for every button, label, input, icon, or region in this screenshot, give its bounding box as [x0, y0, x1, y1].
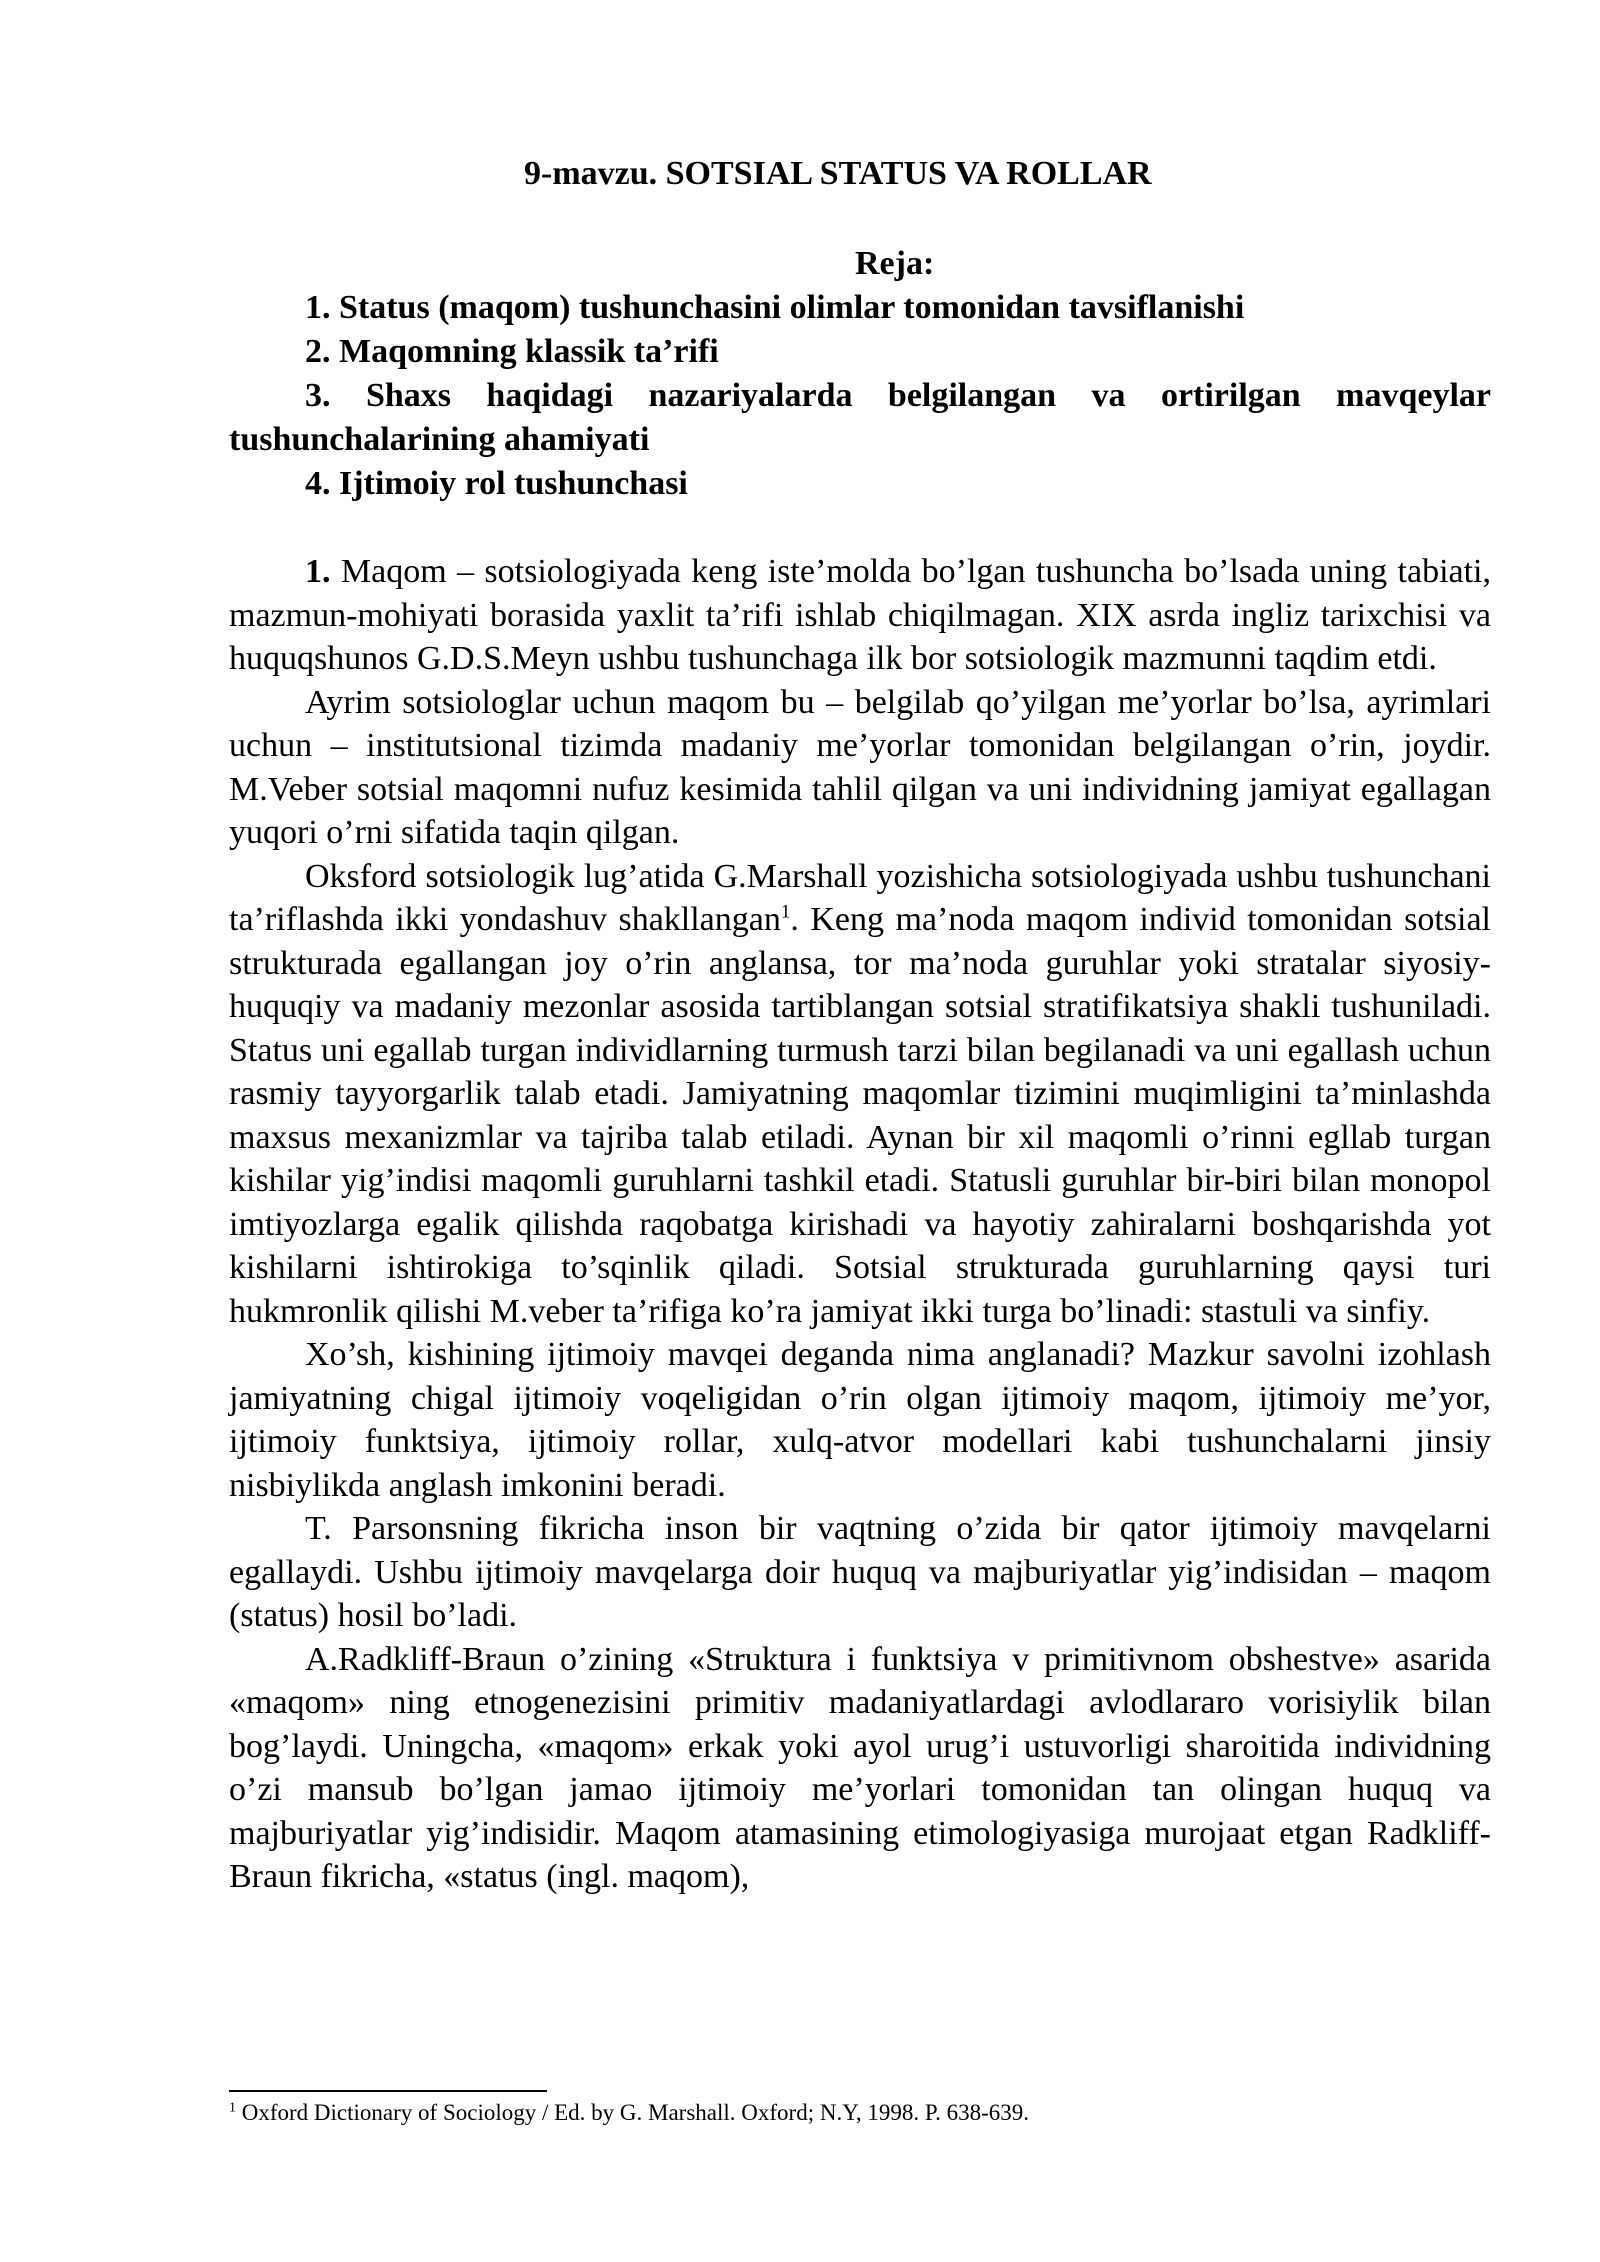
footnote-divider — [229, 2090, 547, 2092]
paragraph-text-continued: . Keng ma’noda maqom individ tomonidan sotsial strukturada egallangan joy o’rin anglansa, tor ma’noda guruhlar yoki stratalar siyosiy-huquqiy va madaniy mezonlar asosida tartiblangan sotsial stratifikatsiya shakli tushuniladi. Status uni egallab turgan individlarning turmush tarzi bilan begilanadi va uni egallash uchun rasmiy tayyorgarlik talab etadi. Jamiyatning maqomlar tizimini muqimligini ta’minlashda maxsus mexanizmlar va tajriba talab etiladi. Aynan bir xil maqomli o’rinni egllab turgan kishilar yig’indisi maqomli guruhlarni tashkil etadi. Statusli guruhlar bir-biri bilan monopol imtiyozlarga egalik qilishda raqobatga kirishadi va hayotiy zahiralarni boshqarishda yot kishilarni ishtirokiga to’sqinlik qiladi. Sotsial strukturada guruhlarning qaysi turi hukmronlik qilishi M.veber ta’rifiga ko’ra jamiyat ikki turga bo’linadi: stastuli va sinfiy. — [229, 901, 1491, 1330]
body-text — [229, 550, 1491, 1899]
paragraph-4: Xo’sh, kishining ijtimoiy mavqei deganda nima anglanadi? Mazkur savolni izohlash jamiyatning chigal ijtimoiy voqeligidan o’rin olgan ijtimoiy maqom, ijtimoiy me’yor, ijtimoiy funktsiya, ijtimoiy rollar, xulq-atvor modellari kabi tushunchalarni jinsiy nisbiylikda anglash imkonini beradi. — [229, 1336, 1491, 1504]
plan-item: 4. Ijtimoiy rol tushunchasi — [305, 465, 688, 502]
paragraph-1 — [229, 550, 1491, 681]
paragraph-5: T. Parsonsning fikricha inson bir vaqtning o’zida bir qator ijtimoiy mavqelarni egallaydi. Ushbu ijtimoiy mavqelarga doir huquq va majburiyatlar yig’indisidan – maqom (status) hosil bo’ladi. — [229, 1510, 1491, 1634]
page-content — [229, 150, 1491, 1899]
plan-heading: Reja: — [855, 245, 935, 282]
footnote-text: Oxford Dictionary of Sociology / Ed. by G. Marshall. Oxford; N.Y, 1998. P. 638-639. — [236, 2100, 1030, 2125]
plan-item: 2. Maqomning klassik ta’rifi — [305, 333, 719, 370]
plan-list — [229, 286, 1491, 506]
paragraph-text: Oksford sotsiologik lug’atida G.Marshall yozishicha sotsiologiyada ushbu tushunchani ta’riflashda ikki yondashuv shakllangan — [229, 857, 1491, 938]
paragraph-3 — [229, 855, 1491, 1334]
footnote-marker: 1 — [229, 2100, 236, 2116]
section-number: 1. — [305, 553, 331, 590]
paragraph-6: A.Radkliff-Braun o’zining «Struktura i funktsiya v primitivnom obshestve» asarida «maqom» ning etnogenezisini primitiv madaniyatlardagi avlodlararo vorisiylik bilan bog’laydi. Uningcha, «maqom» erkak yoki ayol urug’i ustuvorligi sharoitida individning o’zi mansub bo’lgan jamao ijtimoiy me’yorlari tomonidan tan olingan huquq va majburiyatlar yig’indisidir. Maqom atamasining etimologiyasiga murojaat etgan Radkliff-Braun fikricha, «status (ingl. maqom), — [229, 1640, 1491, 1895]
footnote — [229, 2098, 1491, 2128]
footnote-reference[interactable]: 1 — [780, 901, 791, 923]
plan-item: 1. Status (maqom) tushunchasini olimlar tomonidan tavsiflanishi — [305, 289, 1245, 326]
plan-item: 3. Shaxs haqidagi nazariyalarda belgilangan va ortirilgan mavqeylar tushunchalarining ahamiyati — [229, 377, 1491, 458]
page-title: 9-mavzu. SOTSIAL STATUS VA ROLLAR — [524, 155, 1152, 192]
paragraph-text: Maqom – sotsiologiyada keng iste’molda bo’lgan tushuncha bo’lsada uning tabiati, mazmun-mohiyati borasida yaxlit ta’rifi ishlab chiqilmagan. XIX asrda ingliz tarixchisi va huquqshunos G.D.S.Meyn ushbu tushunchaga ilk bor sotsiologik mazmunni taqdim etdi. — [229, 553, 1491, 677]
paragraph-2: Ayrim sotsiologlar uchun maqom bu – belgilab qo’yilgan me’yorlar bo’lsa, ayrimlari uchun – institutsional tizimda madaniy me’yorlar tomonidan belgilangan o’rin, joydir. M.Veber sotsial maqomni nufuz kesimida tahlil qilgan va uni individning jamiyat egallagan yuqori o’rni sifatida taqin qilgan. — [229, 683, 1491, 851]
